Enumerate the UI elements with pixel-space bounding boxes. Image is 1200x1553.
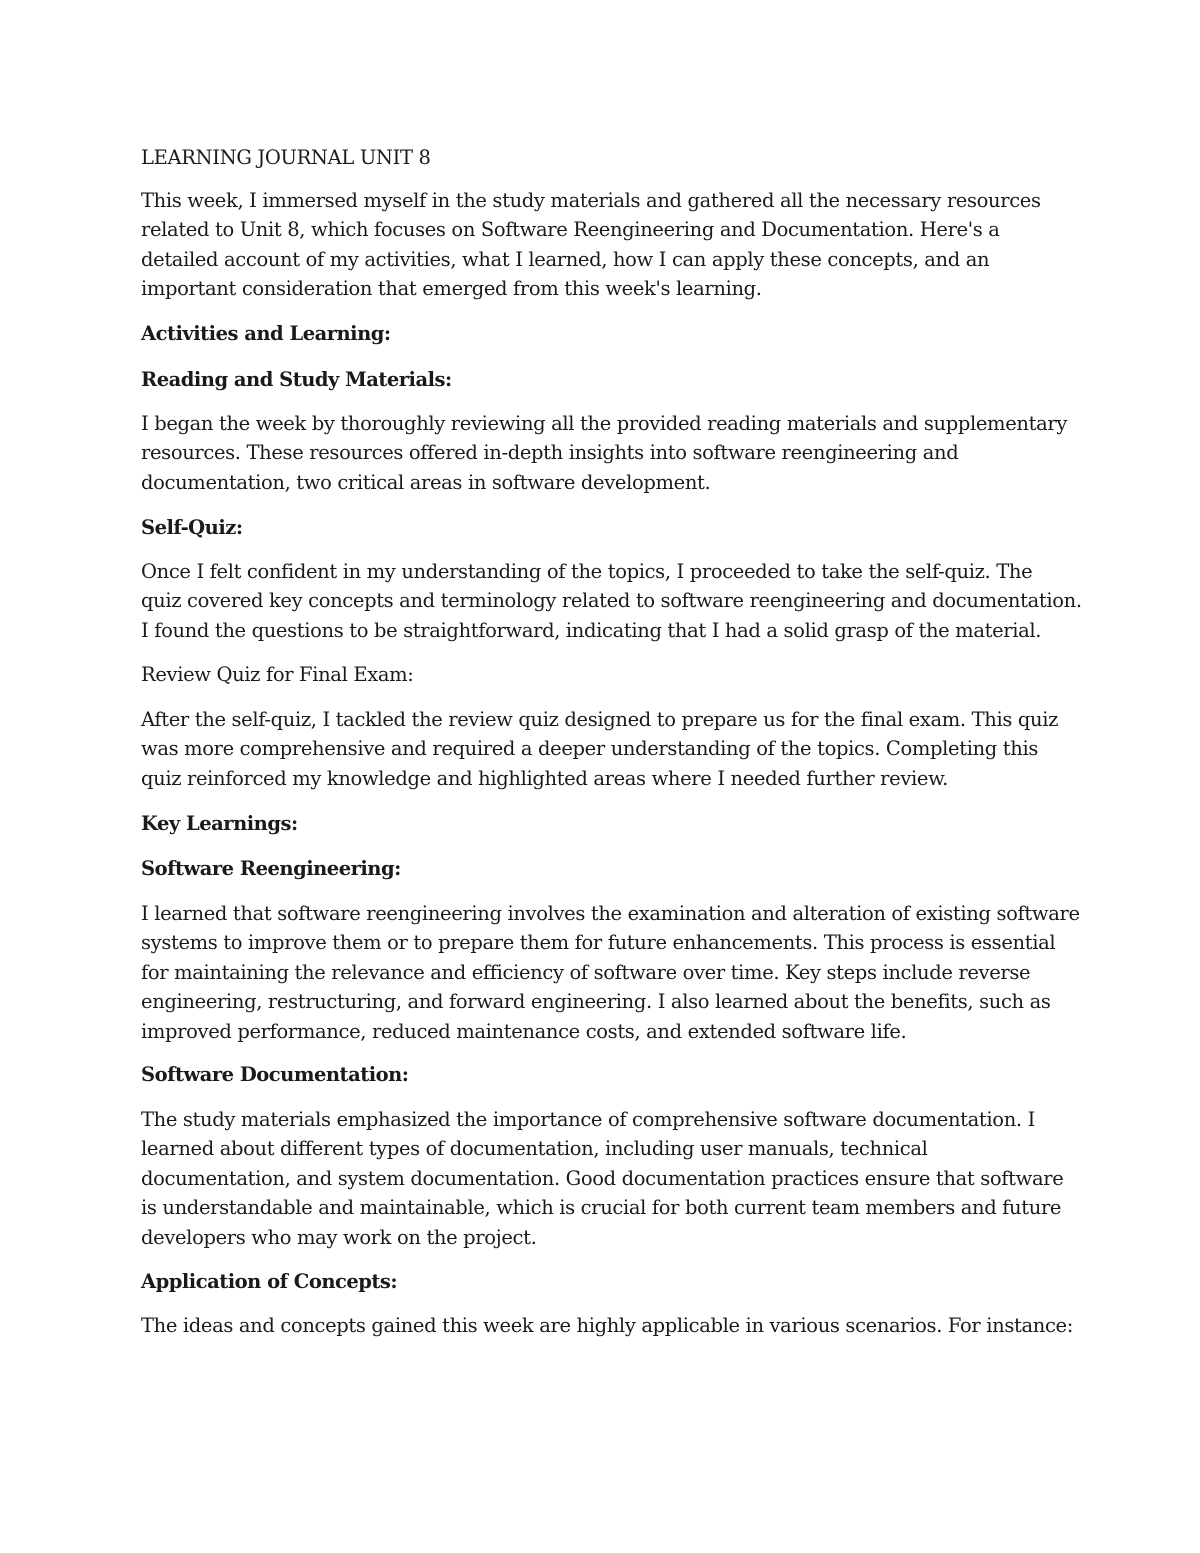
application-line: The ideas and concepts gained this week are highly applicable in various scenarios. For instance: <box>141 1314 1073 1337</box>
documentation-line: The study materials emphasized the importance of comprehensive software documentation. I <box>141 1108 1035 1131</box>
document-title: LEARNING JOURNAL UNIT 8 <box>141 146 431 169</box>
review-line: After the self-quiz, I tackled the review quiz designed to prepare us for the final exam. This quiz <box>141 708 1059 731</box>
review-line: quiz reinforced my knowledge and highlighted areas where I needed further review. <box>141 766 948 790</box>
reengineering-line: improved performance, reduced maintenance costs, and extended software life. <box>141 1019 907 1043</box>
selfquiz-line: quiz covered key concepts and terminology related to software reengineering and documentation. <box>141 589 1082 613</box>
activities-heading: Activities and Learning: <box>141 322 391 345</box>
review-heading: Review Quiz for Final Exam: <box>141 663 414 686</box>
intro-line: important consideration that emerged from this week's learning. <box>141 277 762 301</box>
documentation-line: learned about different types of documentation, including user manuals, technical <box>141 1137 928 1161</box>
selfquiz-paragraph <box>141 557 1082 645</box>
reading-heading: Reading and Study Materials: <box>141 368 452 391</box>
documentation-line: developers who may work on the project. <box>141 1225 537 1249</box>
reengineering-line: systems to improve them or to prepare them for future enhancements. This process is essential <box>141 931 1056 955</box>
intro-line: This week, I immersed myself in the study materials and gathered all the necessary resources <box>141 189 1041 212</box>
key-learnings-heading: Key Learnings: <box>141 812 298 835</box>
documentation-heading: Software Documentation: <box>141 1063 409 1086</box>
selfquiz-heading: Self-Quiz: <box>141 516 243 539</box>
intro-line: related to Unit 8, which focuses on Software Reengineering and Documentation. Here's a <box>141 218 1000 242</box>
review-line: was more comprehensive and required a deeper understanding of the topics. Completing this <box>141 737 1039 761</box>
reengineering-heading: Software Reengineering: <box>141 857 401 880</box>
review-paragraph <box>141 705 1058 793</box>
documentation-paragraph <box>141 1105 1063 1252</box>
reading-paragraph <box>141 409 1067 497</box>
intro-paragraph <box>141 186 1041 304</box>
application-heading: Application of Concepts: <box>141 1270 398 1293</box>
reading-line: I began the week by thoroughly reviewing all the provided reading materials and supplementary <box>141 412 1067 435</box>
selfquiz-line: I found the questions to be straightforward, indicating that I had a solid grasp of the material. <box>141 618 1042 642</box>
reading-line: resources. These resources offered in-depth insights into software reengineering and <box>141 441 959 465</box>
reengineering-line: I learned that software reengineering involves the examination and alteration of existing software <box>141 902 1080 925</box>
reengineering-line: for maintaining the relevance and efficiency of software over time. Key steps include reverse <box>141 960 1031 984</box>
selfquiz-line: Once I felt confident in my understanding of the topics, I proceeded to take the self-quiz. The <box>141 560 1033 583</box>
application-paragraph <box>141 1311 1073 1340</box>
reengineering-line: engineering, restructuring, and forward engineering. I also learned about the benefits, such as <box>141 990 1051 1014</box>
reengineering-paragraph <box>141 899 1080 1046</box>
documentation-line: documentation, and system documentation. Good documentation practices ensure that software <box>141 1166 1064 1190</box>
documentation-line: is understandable and maintainable, which is crucial for both current team members and future <box>141 1196 1062 1220</box>
reading-line: documentation, two critical areas in software development. <box>141 470 711 494</box>
intro-line: detailed account of my activities, what I learned, how I can apply these concepts, and an <box>141 247 990 271</box>
